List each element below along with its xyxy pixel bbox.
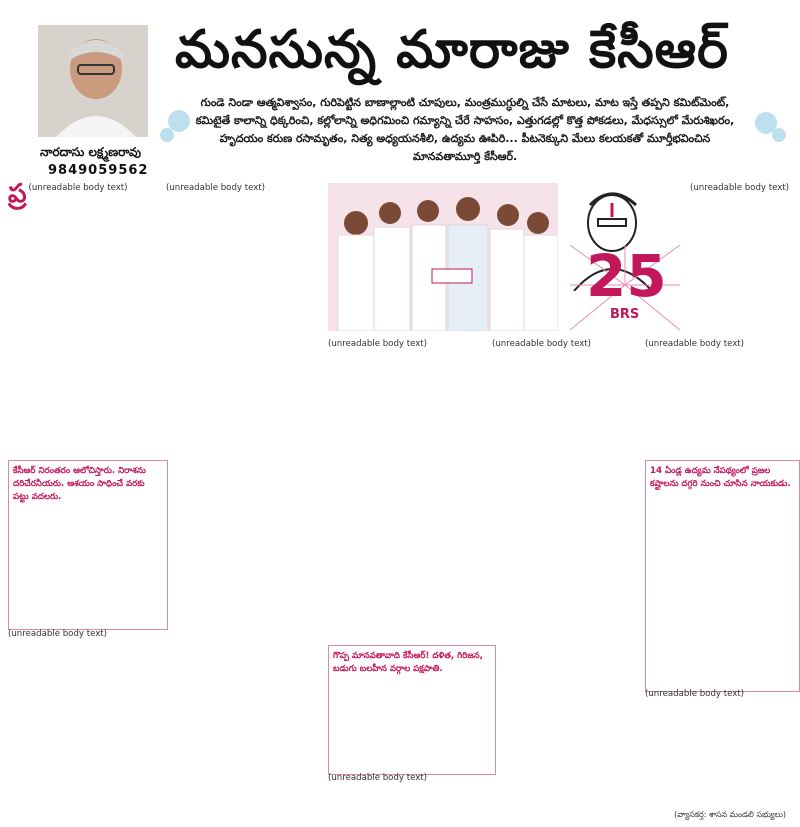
author-credit: (వ్యాసకర్త: శాసన మండలి సభ్యులు) xyxy=(674,810,786,819)
badge-number: 25 xyxy=(586,242,667,310)
drop-cap: ప్ర xyxy=(8,182,27,209)
body-column-3b: (unreadable body text) xyxy=(328,773,428,783)
body-column-5-top: (unreadable body text) xyxy=(690,183,790,193)
author-name: నారదాసు లక్ష్మణరావు xyxy=(40,145,142,159)
pull-quote-1: కేసీఆర్ నిరంతరం ఆలోచిస్తారు. నిరాశను దరిచేరనీయరు. ఆశయం సాధించే వరకు పట్టు వదలరు. xyxy=(8,460,168,630)
decorative-bubble-left-small xyxy=(160,128,174,142)
badge-text: BRS xyxy=(610,307,640,322)
body-col1-text: (unreadable body text) xyxy=(28,183,128,193)
pull-quote-2: గొప్ప మానవతావాది కేసీఆర్! దళిత, గిరిజన, బడుగు బలహీన వర్గాల పక్షపాతి. xyxy=(328,645,496,775)
body-column-3: (unreadable body text) xyxy=(328,339,428,349)
body-column-2: (unreadable body text) xyxy=(166,183,266,193)
pull-quote-3: 14 ఏండ్ల ఉద్యమ నేపథ్యంలో ప్రజల కష్టాలను దగ్గరి నుంచి చూసిన నాయకుడు. xyxy=(645,460,800,692)
body-column-4: (unreadable body text) xyxy=(492,339,592,349)
article-headline: మనసున్న మారాజు కేసీఆర్ xyxy=(175,20,729,80)
body-column-1b: (unreadable body text) xyxy=(8,629,108,639)
body-column-5: (unreadable body text) xyxy=(645,339,745,349)
body-column-5b: (unreadable body text) xyxy=(645,689,745,699)
author-phone: 9849059562 xyxy=(48,163,149,178)
event-photo xyxy=(328,183,558,331)
decorative-bubble-right-small xyxy=(772,128,786,142)
author-photo xyxy=(38,25,148,137)
article-deck: గుండె నిండా ఆత్మవిశ్వాసం, గురిపెట్టిన బాణాల్లాంటి చూపులు, మంత్రముగ్ధుల్ని చేసే మాటలు, మాట ఇస్తే తప్పని కమిట్‌మెంట్, కమిటైతే కాలాన్ని ధిక్కరించి, కల్లోలాన్ని అధిగమించి గమ్యాన్ని చేరే సాహసం, ఎత్తుగడల్లో కొత్త పోకడలు, మేధస్సులో మేరుశిఖరం, హృదయం కరుణ రసామృతం, నిత్య అధ్యయనశీలి, ఉద్యమ ఊపిరి... పీటనెక్కుని మేలు కలయకతో మూర్తీభవించిన మానవతామూర్తి కేసీఆర్. xyxy=(195,96,735,163)
body-column-1 xyxy=(8,182,158,452)
